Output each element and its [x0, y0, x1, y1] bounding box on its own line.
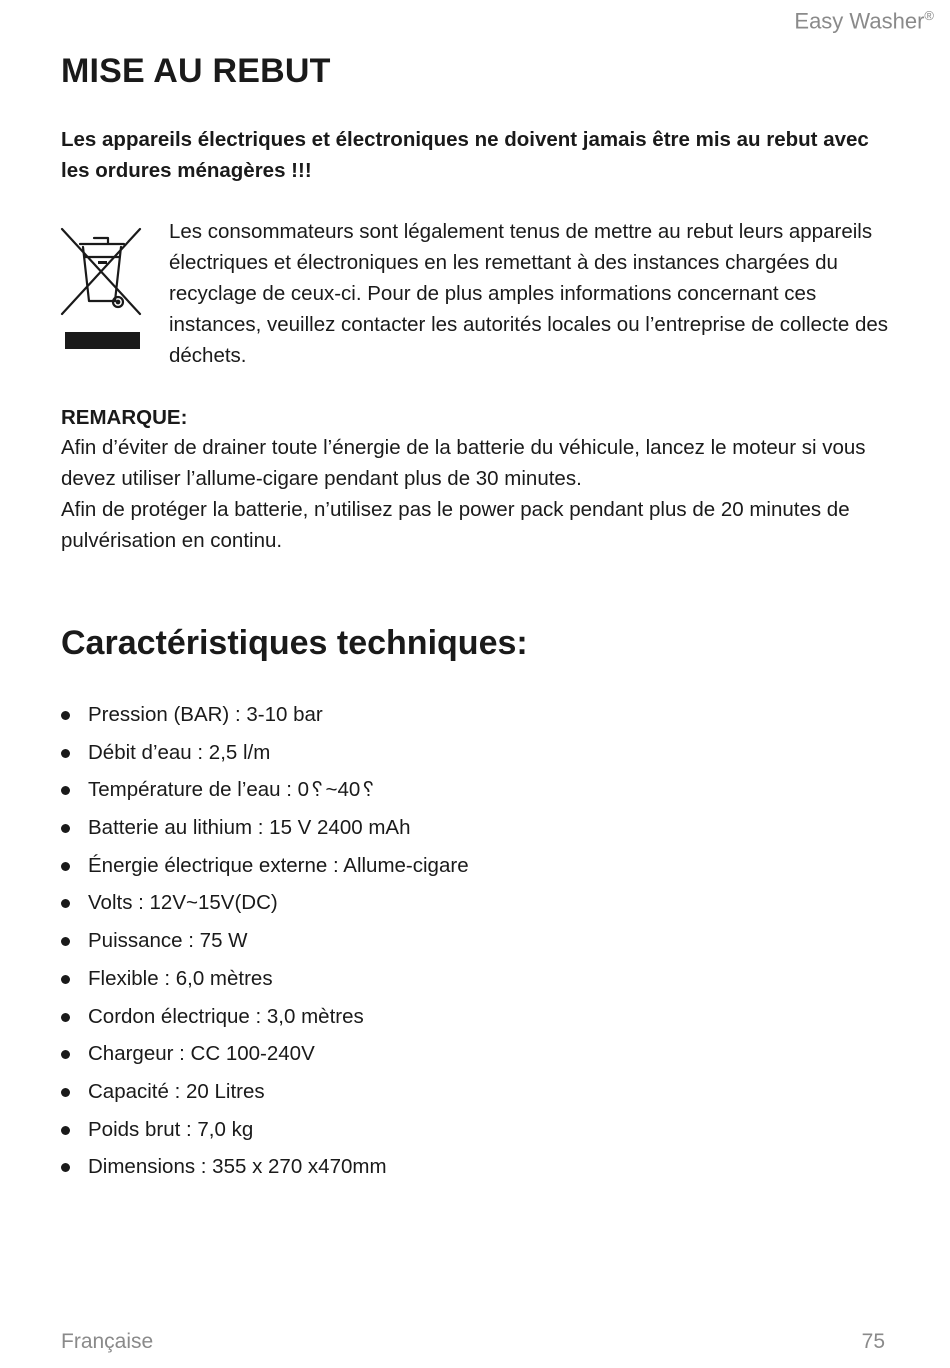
spec-item: [61, 1073, 469, 1111]
bullet-icon: [61, 749, 70, 758]
remark-paragraph: Afin de protéger la batterie, n’utilisez pas le power pack pendant plus de 20 minutes de pulvérisation en continu.: [61, 498, 850, 552]
bullet-icon: [61, 862, 70, 871]
crossed-out-wheelie-bin-icon: [56, 222, 146, 352]
disposal-text: Les consommateurs sont légalement tenus de mettre au rebut leurs appareils électriques et électroniques en les remettant à des instances chargées du recyclage de ceux-ci. Pour de plus amples informations concernant ces instances, veuillez contacter les autorités locales ou l’entreprise de collecte des déchets.: [169, 220, 889, 367]
spec-item: [61, 884, 469, 922]
spec-text: Pression (BAR) : 3-10 bar: [88, 703, 323, 726]
bullet-icon: [61, 824, 70, 833]
disposal-warning: Les appareils électriques et électroniques ne doivent jamais être mis au rebut avec les ordures ménagères !!!: [61, 128, 869, 182]
spec-item: [61, 847, 469, 885]
bullet-icon: [61, 1126, 70, 1135]
brand-text: Easy Washer: [794, 8, 925, 34]
bullet-icon: [61, 937, 70, 946]
disposal-title: MISE AU REBUT: [61, 52, 331, 90]
spec-text: Chargeur : CC 100-240V: [88, 1042, 315, 1066]
spec-item: [61, 1035, 469, 1073]
spec-item: [61, 771, 469, 809]
specs-title: Caractéristiques techniques:: [61, 624, 528, 662]
page-number: 75: [861, 1330, 885, 1353]
bullet-icon: [61, 1088, 70, 1097]
spec-item: [61, 809, 469, 847]
spec-text: Cordon électrique : 3,0 mètres: [88, 1004, 364, 1028]
spec-item: [61, 734, 469, 772]
footer-language: Française: [61, 1330, 154, 1353]
remark-paragraph: Afin d’éviter de drainer toute l’énergie de la batterie du véhicule, lancez le moteur si vous devez utiliser l’allume-cigare pendant plus de 30 minutes.: [61, 436, 866, 490]
spec-text: Flexible : 6,0 mètres: [88, 966, 273, 990]
bullet-icon: [61, 1013, 70, 1022]
spec-text: Température de l’eau : 0␦~40␦: [88, 778, 377, 802]
spec-item: [61, 1148, 469, 1186]
spec-text: Batterie au lithium : 15 V 2400 mAh: [88, 816, 411, 840]
spec-text: Débit d’eau : 2,5 l/m: [88, 740, 271, 764]
spec-item: [61, 696, 469, 734]
spec-item: [61, 922, 469, 960]
spec-list: [61, 696, 469, 1186]
bullet-icon: [61, 1050, 70, 1059]
spec-text: Volts : 12V~15V(DC): [88, 891, 278, 915]
spec-text: Dimensions : 355 x 270 x470mm: [88, 1155, 387, 1179]
remark-heading: REMARQUE:: [61, 406, 188, 429]
registered-mark: ®: [924, 8, 934, 23]
spec-text: Poids brut : 7,0 kg: [88, 1117, 254, 1141]
bullet-icon: [61, 975, 70, 984]
bullet-icon: [61, 899, 70, 908]
bullet-icon: [61, 1163, 70, 1172]
brand-name: [794, 8, 934, 34]
spec-text: Énergie électrique externe : Allume-cigare: [88, 853, 469, 877]
spec-item: [61, 998, 469, 1036]
spec-item: [61, 960, 469, 998]
spec-text: Capacité : 20 Litres: [88, 1079, 265, 1103]
bullet-icon: [61, 711, 70, 720]
spec-text: Puissance : 75 W: [88, 929, 248, 953]
bullet-icon: [61, 786, 70, 795]
spec-item: [61, 1111, 469, 1149]
